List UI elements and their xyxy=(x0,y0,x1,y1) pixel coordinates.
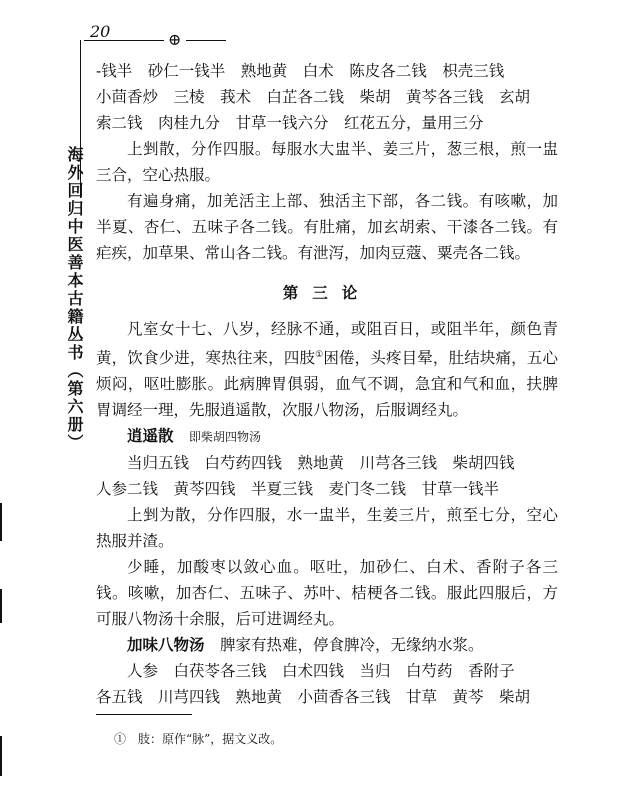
paragraph-part: 凡室女十七、八岁，经脉不通，或阻百日，或阻半年，颜色青黄，饮食少进，寒热往来，四肢 xyxy=(96,320,558,368)
formula-heading xyxy=(96,423,558,450)
scan-mark xyxy=(0,736,2,776)
paragraph: 少睡，加酸枣以敛心血。呕吐，加砂仁、白术、香附子各三钱。咳嗽，加杏仁、五味子、苏叶、桔梗各二钱。服此四服后，方可服八物汤十余服，后可进调经丸。 xyxy=(96,558,558,629)
formula-name: 加味八物汤 xyxy=(127,636,205,655)
series-volume: （第六册） xyxy=(65,362,84,452)
main-text xyxy=(96,58,558,710)
footnote-rule xyxy=(96,714,192,715)
scan-mark xyxy=(0,589,2,623)
ingredient-line: 索二钱 肉桂九分 甘草一钱六分 红花五分，量用三分 xyxy=(96,114,484,132)
ingredient-line: 各五钱 川芎四钱 熟地黄 小茴香各三钱 甘草 黄芩 柴胡 xyxy=(96,688,531,707)
ingredient-line: 人参 白茯苓各三钱 白术四钱 当归 白芍药 香附子 xyxy=(127,662,515,681)
paragraph xyxy=(96,316,558,423)
formula-heading xyxy=(96,632,558,658)
series-title xyxy=(60,146,84,452)
ingredient-line: -钱半 砂仁一钱半 熟地黄 白术 陈皮各二钱 枳壳三钱 xyxy=(96,62,505,80)
footnote-marker: ① xyxy=(315,350,324,360)
paragraph-part: 困倦，头疼目晕，肚结块痛，五心烦闷，呕吐膨胀。此病脾胃俱弱，血气不调，急宜和气和血，扶脾胃调经一理，先服逍遥散，次服八物汤，后服调经丸。 xyxy=(96,349,558,420)
section-heading: 第三论 xyxy=(282,284,372,302)
scan-mark xyxy=(0,503,2,541)
formula-note: 即柴胡四物汤 xyxy=(189,430,262,445)
formula-name: 逍遥散 xyxy=(127,427,174,446)
page-number: 20 xyxy=(90,22,111,41)
ornament-icon: ⊕ xyxy=(168,30,182,49)
ingredient-line: 当归五钱 白芍药四钱 熟地黄 川芎各三钱 柴胡四钱 xyxy=(127,454,515,473)
series-title-text: 海外回归中医善本古籍丛书 xyxy=(65,146,84,362)
header-rule-left xyxy=(84,40,164,41)
paragraph: 有遍身痛，加羌活主上部、独活主下部，各二钱。有咳嗽，加半夏、杏仁、五味子各二钱。有肚痛，加玄胡索、干漆各二钱。有疟疾，加草果、常山各二钱。有泄泻，加肉豆蔻、粟壳各二钱。 xyxy=(96,192,558,262)
formula-description: 脾家有热难，停食脾冷，无缘纳水浆。 xyxy=(220,636,484,655)
paragraph: 上剉为散，分作四服，水一盅半，生姜三片，煎至七分，空心热服并渣。 xyxy=(96,506,558,551)
footnote: ① 肢：原作“脉”，据文义改。 xyxy=(114,732,283,746)
ingredient-line: 人参二钱 黄芩四钱 半夏三钱 麦门冬二钱 甘草一钱半 xyxy=(96,480,500,499)
ingredient-line: 小茴香炒 三棱 莪术 白芷各二钱 柴胡 黄芩各三钱 玄胡 xyxy=(96,88,531,106)
paragraph: 上剉散，分作四服。每服水大盅半、姜三片，葱三根，煎一盅三合，空心热服。 xyxy=(96,140,558,184)
header-rule-right xyxy=(186,40,226,41)
